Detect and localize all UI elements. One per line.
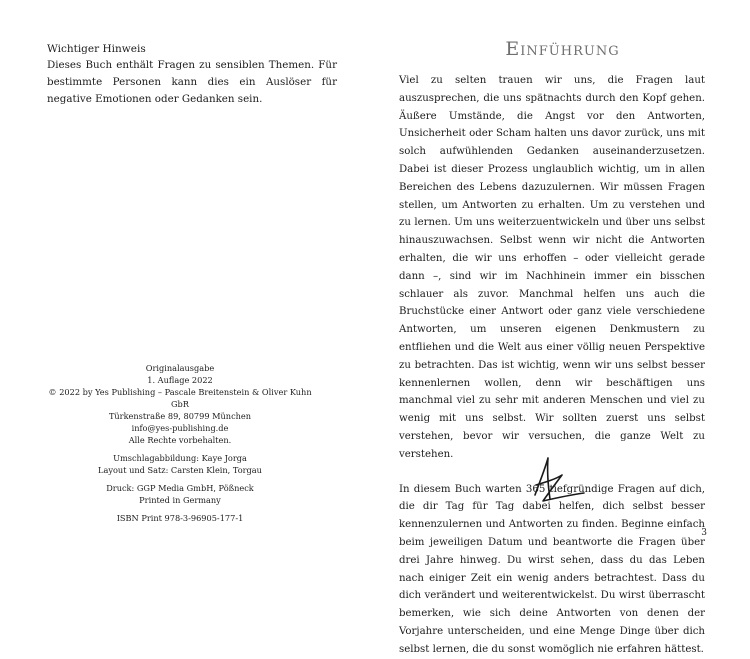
imprint-line: info@yes-publishing.de — [131, 423, 229, 433]
imprint-line: © 2022 by Yes Publishing – Pascale Breitenstein & Oliver Kuhn GbR — [48, 387, 312, 409]
content-notice — [47, 42, 337, 108]
imprint-line: Printed in Germany — [139, 495, 221, 505]
left-page — [0, 0, 375, 556]
imprint-publisher-group — [40, 362, 320, 446]
imprint-credits-group — [40, 452, 320, 476]
imprint-line: Türkenstraße 89, 80799 München — [108, 411, 252, 421]
imprint-line: Originalausgabe — [145, 363, 215, 373]
imprint-line: Druck: GGP Media GmbH, Pößneck — [106, 483, 254, 493]
imprint-print-group — [40, 482, 320, 506]
body-text — [399, 72, 705, 659]
notice-text: Dieses Buch enthält Fragen zu sensiblen Themen. Für bestimmte Personen kann dies ein Auslöser für negative Emotionen oder Gedanken sein. — [47, 59, 337, 105]
paragraph: Viel zu selten trauen wir uns, die Fragen laut auszusprechen, die uns spätnachts durch den Kopf gehen. Äußere Umstände, die Angst vor den Antworten, Unsicherheit oder Scham halten uns davor zurück, uns mit solch aufwühlenden Gedanken auseinanderzusetzen. Dabei ist dieser Prozess unglaublich wichtig, um in allen Bereichen des Lebens dazuzulernen. Wir müssen Fragen stellen, um Antworten zu erhalten. Um zu verstehen und zu lernen. Um uns weiterzuentwickeln und über uns selbst hinauszuwachsen. Selbst wenn wir nicht die Antworten erhalten, die wir uns erhoffen – oder vielleicht gerade dann –, sind wir im Nachhinein immer ein bisschen schlauer als zuvor. Manchmal helfen uns auch die Bruchstücke einer Antwort oder ganz viele verschiedene Antworten, um unseren eigenen Denkmustern zu entfliehen und die Welt aus einer völlig neuen Perspektive zu betrachten. Das ist wichtig, wenn wir uns selbst besser kennenlernen wollen, denn wir beschäftigen uns manchmal viel zu sehr mit anderen Menschen und viel zu wenig mit uns selbst. Wir sollten zuerst uns selbst verstehen, bevor wir versuchen, die ganze Welt zu verstehen. — [399, 75, 705, 460]
imprint-line: Layout und Satz: Carsten Klein, Torgau — [98, 465, 262, 475]
right-page — [375, 0, 750, 655]
chapter-title: Einführung — [505, 38, 620, 60]
imprint-line: Alle Rechte vorbehalten. — [128, 435, 232, 445]
paragraph: In diesem Buch warten 365 tiefgründige Fragen auf dich, die dir Tag für Tag dabei helfen, dich selbst besser kennenzulernen und Antworten zu finden. Beginne einfach beim jeweiligen Datum und beantworte die Fragen über drei Jahre hinweg. Du wirst sehen, dass du das Leben nach einiger Zeit ein wenig anders betrachtest. Dass du dich verändert und weiterentwickelst. Du wirst überrascht bemerken, wie sich deine Antworten von denen der Vorjahre unterscheiden, und eine Menge Dinge über dich selbst lernen, die du sonst womöglich nie erfahren hättest. — [399, 483, 705, 655]
page-number: 3 — [701, 528, 707, 538]
imprint — [40, 362, 320, 524]
notice-heading: Wichtiger Hinweis — [47, 43, 146, 55]
isbn: ISBN Print 978-3-96905-177-1 — [116, 513, 244, 523]
imprint-line: Umschlagabbildung: Kaye Jorga — [113, 453, 247, 463]
signature-icon — [532, 455, 586, 505]
imprint-line: 1. Auflage 2022 — [147, 375, 213, 385]
